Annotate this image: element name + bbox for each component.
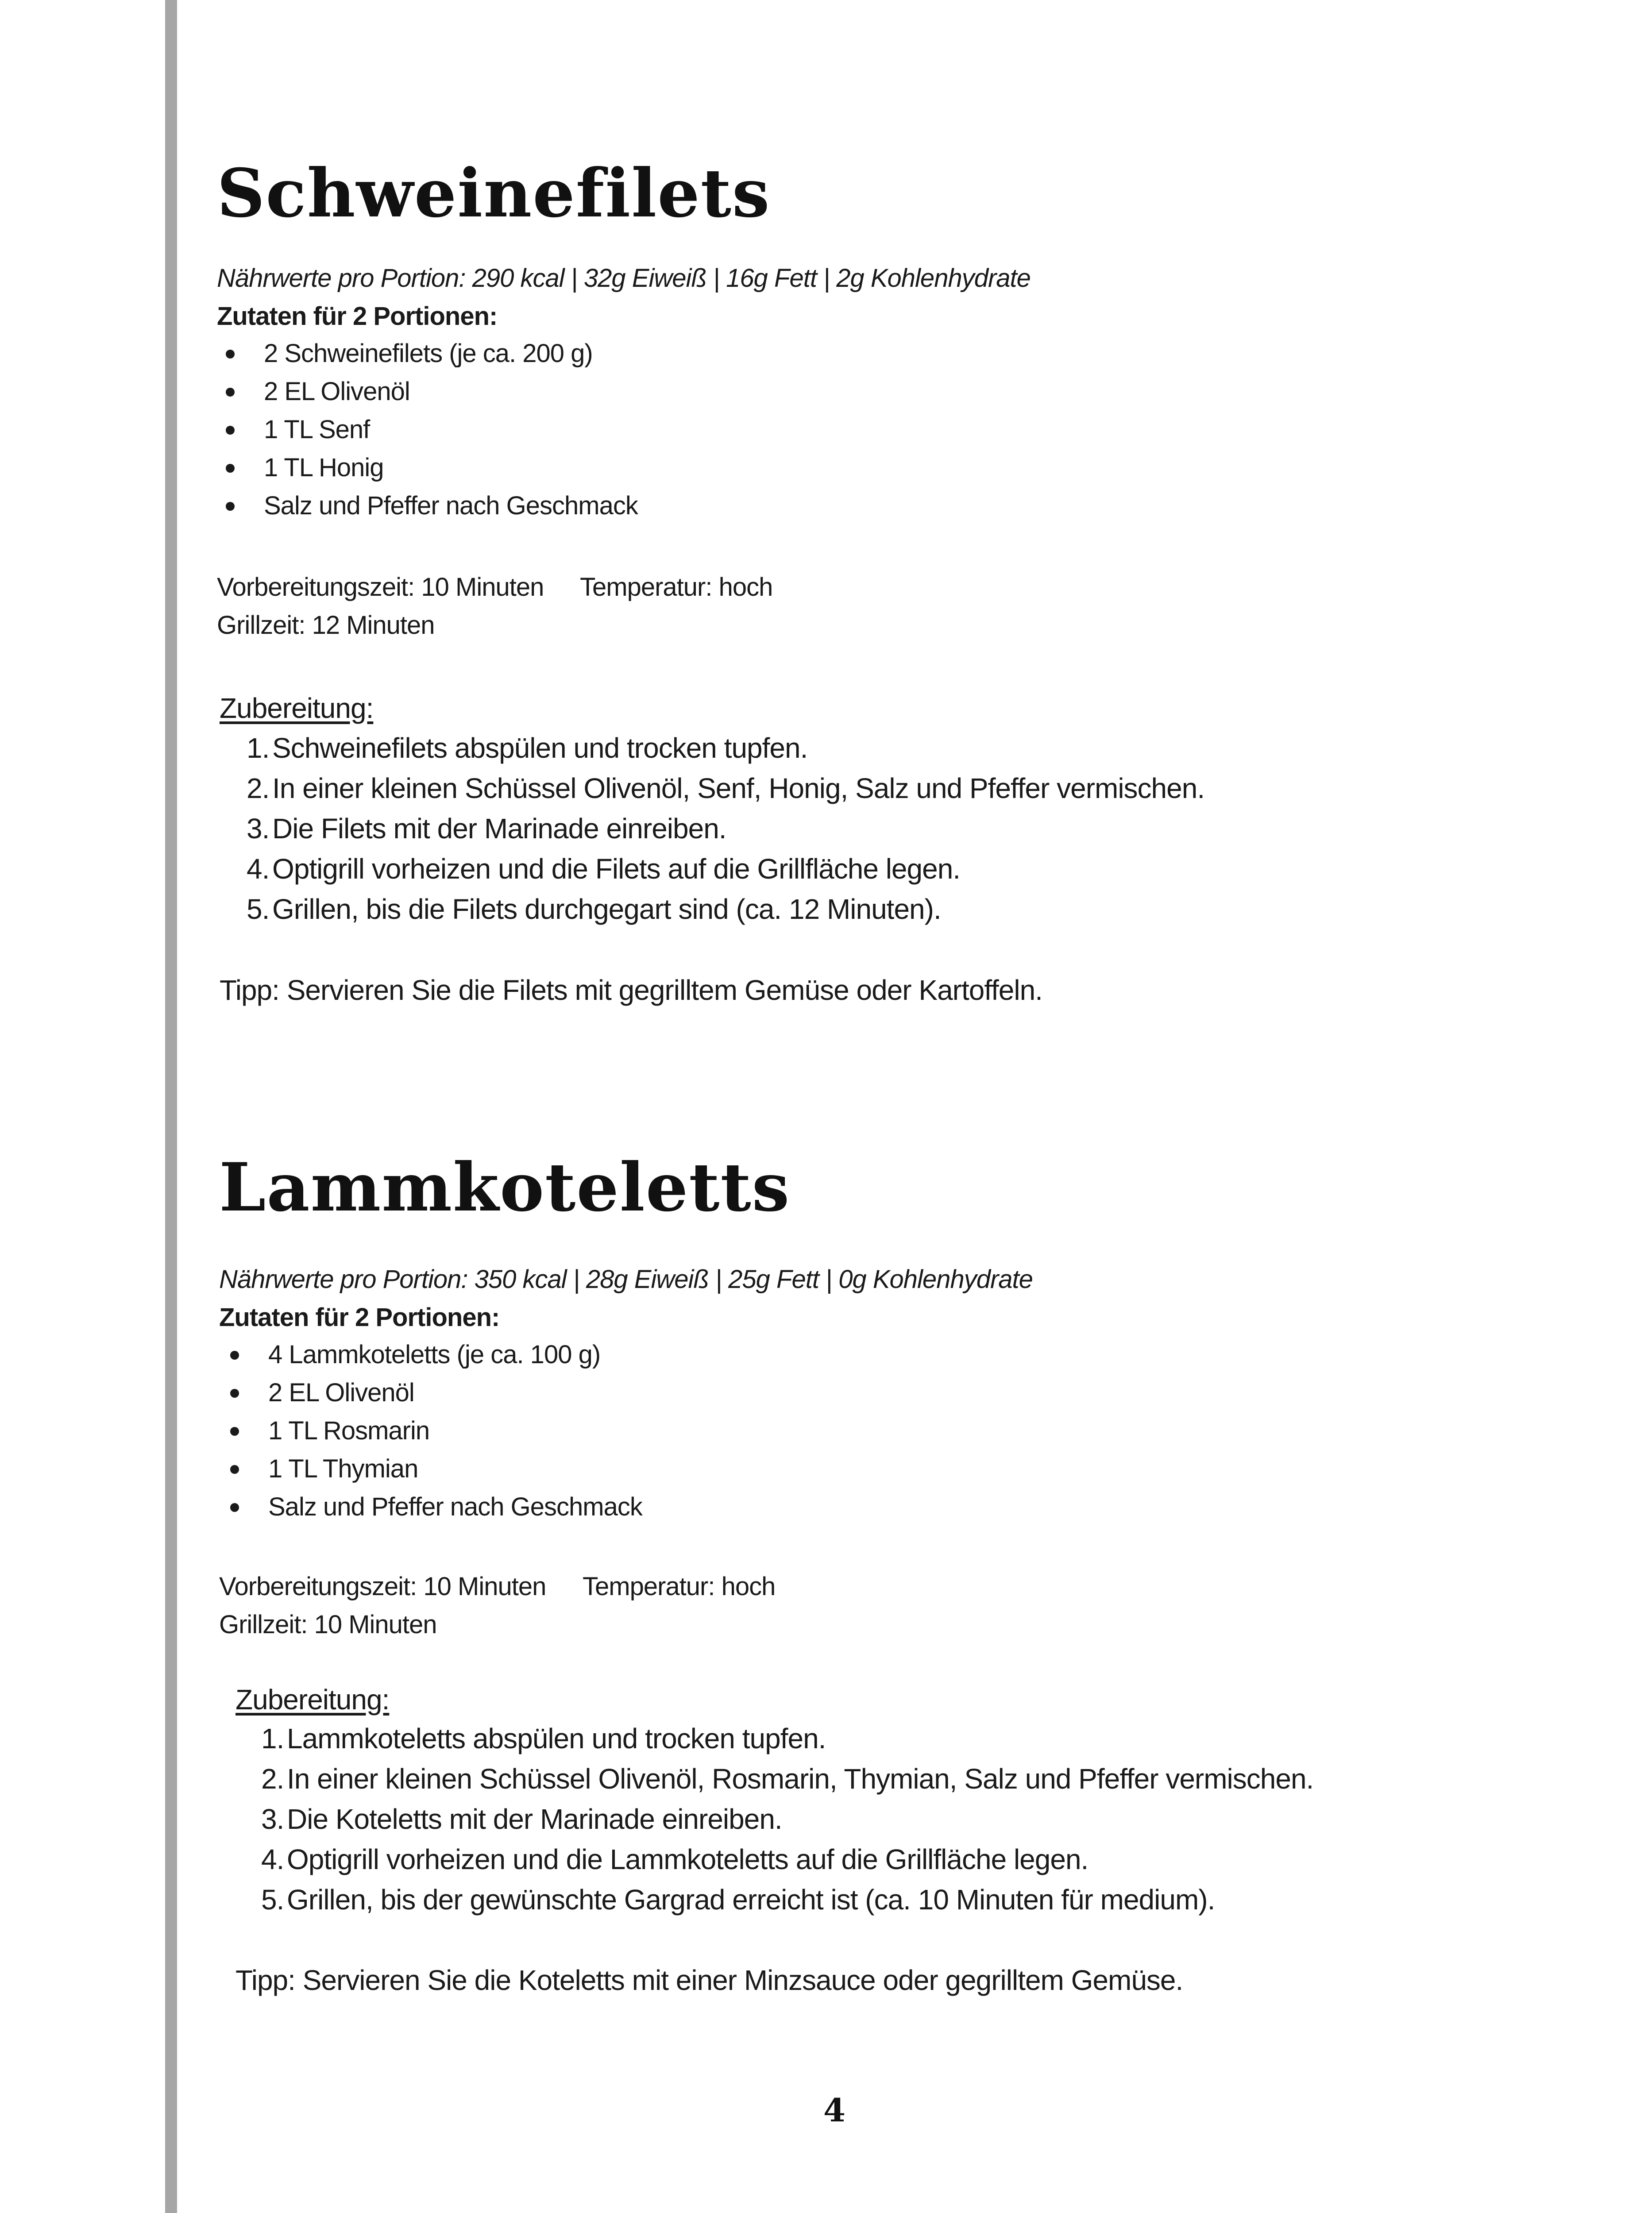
recipe-title: Lammkoteletts bbox=[219, 1149, 791, 1226]
ingredient-item: 2 Schweinefilets (je ca. 200 g) bbox=[217, 338, 638, 376]
bullet-icon bbox=[230, 1503, 239, 1512]
bullet-icon bbox=[226, 502, 235, 511]
step-item: 5. Grillen, bis die Filets durchgegart sind (ca. 12 Minuten). bbox=[247, 893, 941, 925]
bullet-icon bbox=[226, 350, 235, 359]
bullet-icon bbox=[230, 1351, 239, 1360]
ingredient-item: Salz und Pfeffer nach Geschmack bbox=[217, 490, 638, 528]
bullet-icon bbox=[230, 1389, 239, 1398]
recipe-title: Schweinefilets bbox=[217, 154, 771, 232]
temperature: Temperatur: hoch bbox=[583, 1572, 776, 1601]
bullet-icon bbox=[230, 1427, 239, 1436]
step-item: 2. In einer kleinen Schüssel Olivenöl, Senf, Honig, Salz und Pfeffer vermischen. bbox=[247, 772, 1205, 804]
ingredient-item: Salz und Pfeffer nach Geschmack bbox=[221, 1492, 642, 1530]
step-item: 1. Lammkoteletts abspülen und trocken tupfen. bbox=[261, 1723, 826, 1754]
nutrition-info: Nährwerte pro Portion: 290 kcal | 32g Eiweiß | 16g Fett | 2g Kohlenhydrate bbox=[217, 264, 1031, 293]
ingredient-item: 1 TL Rosmarin bbox=[221, 1415, 642, 1453]
step-item: 3. Die Filets mit der Marinade einreiben. bbox=[247, 813, 726, 844]
prep-time: Vorbereitungszeit: 10 Minuten bbox=[219, 1572, 546, 1601]
ingredients-heading: Zutaten für 2 Portionen: bbox=[217, 302, 498, 331]
step-item: 1. Schweinefilets abspülen und trocken tupfen. bbox=[247, 732, 808, 764]
bullet-icon bbox=[226, 464, 235, 473]
ingredient-item: 1 TL Senf bbox=[217, 414, 638, 452]
tip-text: Tipp: Servieren Sie die Filets mit gegrilltem Gemüse oder Kartoffeln. bbox=[220, 974, 1042, 1006]
ingredient-item: 4 Lammkoteletts (je ca. 100 g) bbox=[221, 1339, 642, 1377]
ingredient-item: 1 TL Thymian bbox=[221, 1453, 642, 1492]
prep-time: Vorbereitungszeit: 10 Minuten bbox=[217, 573, 544, 601]
tip-text: Tipp: Servieren Sie die Koteletts mit einer Minzsauce oder gegrilltem Gemüse. bbox=[235, 1964, 1183, 1996]
bullet-icon bbox=[230, 1465, 239, 1474]
preparation-heading: Zubereitung: bbox=[220, 692, 374, 724]
page-margin-rule bbox=[165, 0, 177, 2213]
preparation-steps bbox=[261, 1722, 1313, 1923]
ingredients-list bbox=[217, 338, 638, 528]
preparation-heading: Zubereitung: bbox=[235, 1684, 390, 1716]
temperature: Temperatur: hoch bbox=[580, 573, 773, 601]
preparation-steps bbox=[247, 731, 1204, 933]
step-item: 4. Optigrill vorheizen und die Filets auf die Grillfläche legen. bbox=[247, 853, 961, 885]
bullet-icon bbox=[226, 426, 235, 435]
ingredient-item: 2 EL Olivenöl bbox=[221, 1377, 642, 1415]
grill-time: Grillzeit: 10 Minuten bbox=[219, 1610, 437, 1639]
step-item: 4. Optigrill vorheizen und die Lammkoteletts auf die Grillfläche legen. bbox=[261, 1843, 1088, 1875]
ingredients-list bbox=[221, 1339, 642, 1530]
step-item: 2. In einer kleinen Schüssel Olivenöl, Rosmarin, Thymian, Salz und Pfeffer vermischen. bbox=[261, 1763, 1314, 1795]
page-number: 4 bbox=[823, 2091, 846, 2129]
step-item: 5. Grillen, bis der gewünschte Gargrad erreicht ist (ca. 10 Minuten für medium). bbox=[261, 1884, 1215, 1916]
grill-time: Grillzeit: 12 Minuten bbox=[217, 611, 435, 640]
step-item: 3. Die Koteletts mit der Marinade einreiben. bbox=[261, 1803, 782, 1835]
ingredients-heading: Zutaten für 2 Portionen: bbox=[219, 1303, 500, 1332]
nutrition-info: Nährwerte pro Portion: 350 kcal | 28g Eiweiß | 25g Fett | 0g Kohlenhydrate bbox=[219, 1265, 1033, 1294]
ingredient-item: 1 TL Honig bbox=[217, 452, 638, 490]
bullet-icon bbox=[226, 388, 235, 397]
ingredient-item: 2 EL Olivenöl bbox=[217, 376, 638, 414]
